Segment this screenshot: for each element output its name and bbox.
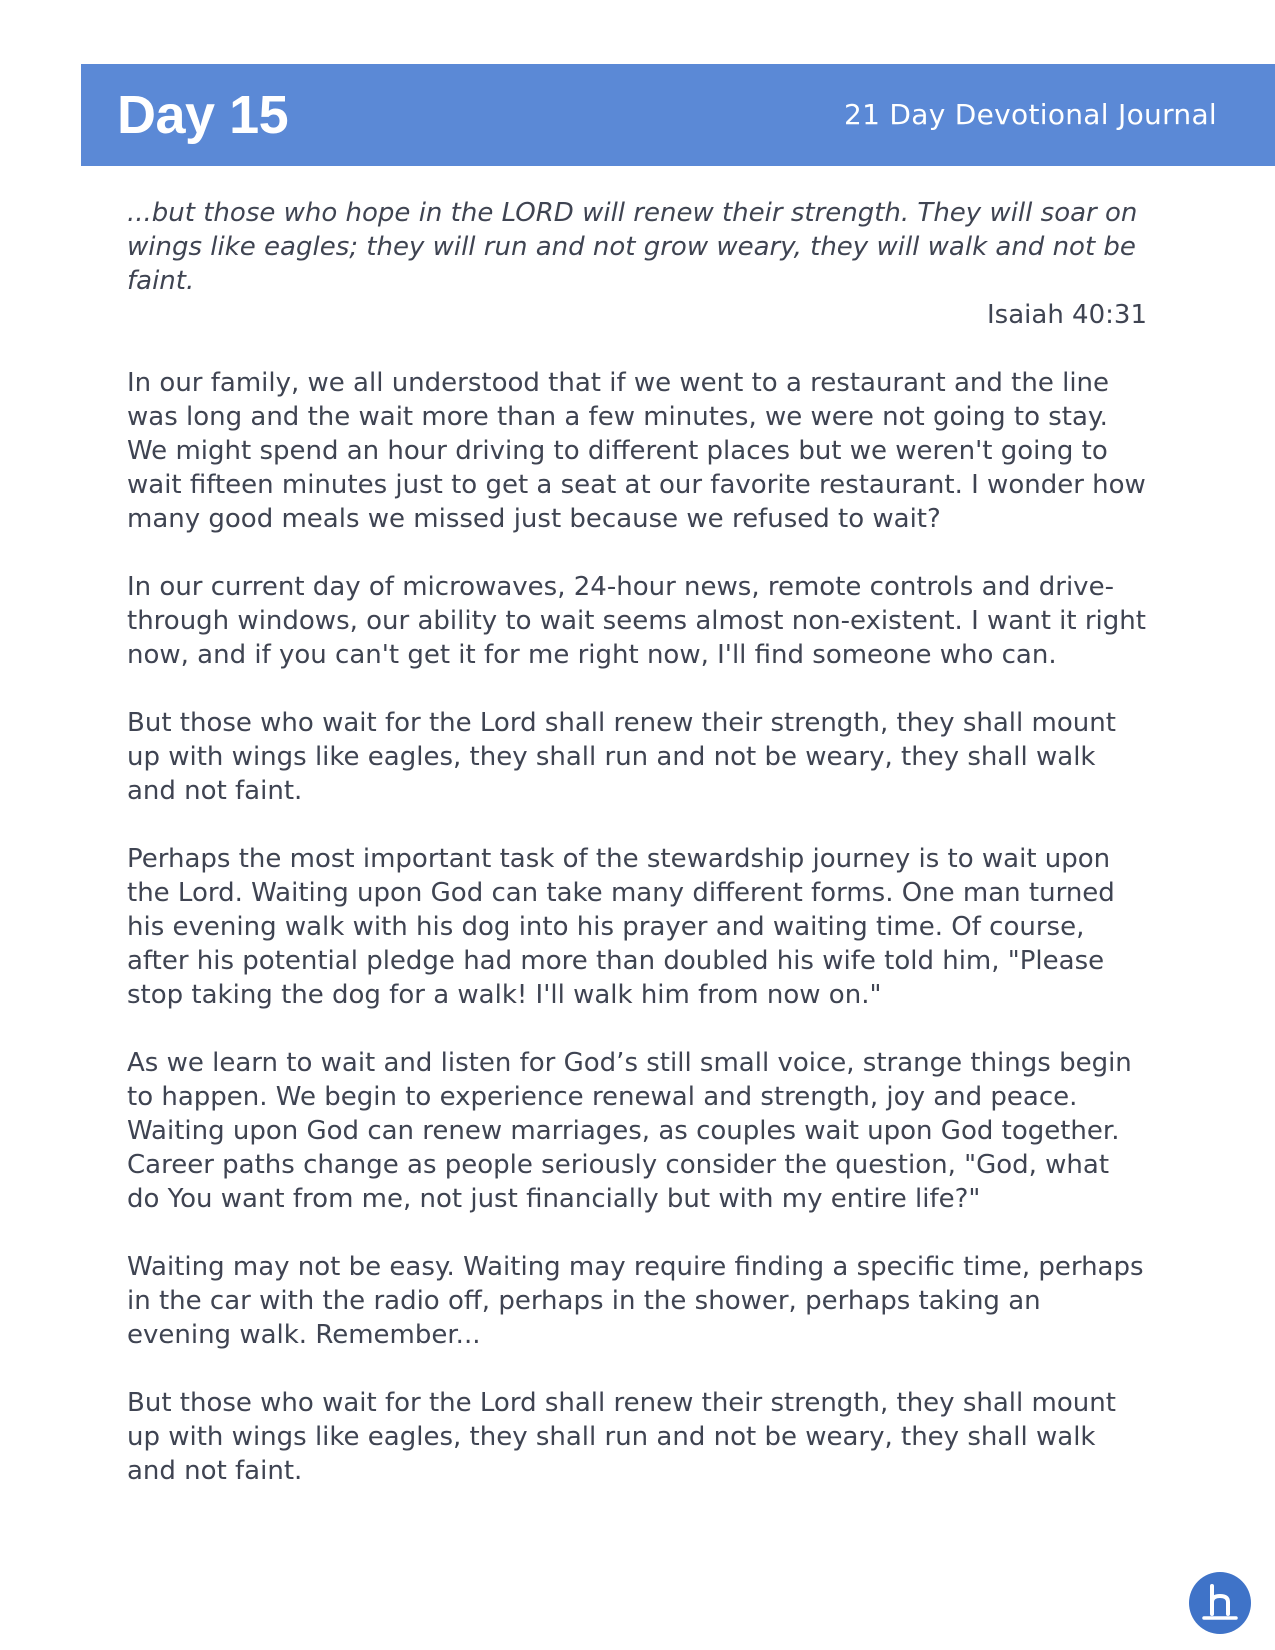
brand-h-logo-glyph — [1189, 1572, 1251, 1634]
devotional-content — [127, 196, 1147, 1522]
paragraph-verse-closing: But those who wait for the Lord shall renew their strength, they shall mount up with wings like eagles, they shall run and not be weary, they shall walk and not faint. — [127, 1388, 1116, 1486]
day-title: Day 15 — [117, 85, 289, 145]
journal-title: 21 Day Devotional Journal — [843, 98, 1217, 131]
paragraph-stewardship: Perhaps the most important task of the stewardship journey is to wait upon the Lord. Waiting upon God can take many different forms. One man turned his evening walk with his dog into his prayer and waiting time. Of course, after his potential pledge had more than doubled his wife told him, "Please stop taking the dog for a walk! I'll walk him from now on." — [127, 844, 1115, 1010]
paragraph-renewal: As we learn to wait and listen for God’s still small voice, strange things begin to happen. We begin to experience renewal and strength, joy and peace. Waiting upon God can renew marriages, as couples wait upon God together. Career paths change as people seriously consider the question, "God, what do You want from me, not just financially but with my entire life?" — [127, 1048, 1132, 1214]
brand-h-logo-icon — [1189, 1572, 1251, 1634]
scripture-reference: Isaiah 40:31 — [987, 300, 1147, 330]
scripture-quote: ...but those who hope in the LORD will renew their strength. They will soar on wings like eagles; they will run and not grow weary, they will walk and not be faint. — [127, 198, 1138, 296]
paragraph-waiting: Waiting may not be easy. Waiting may require finding a specific time, perhaps in the car with the radio off, perhaps in the shower, perhaps taking an evening walk. Remember... — [127, 1252, 1144, 1350]
paragraph-restaurant: In our family, we all understood that if we went to a restaurant and the line was long and the wait more than a few minutes, we were not going to stay. We might spend an hour driving to different places but we weren't going to wait fifteen minutes just to get a seat at our favorite restaurant. I wonder how many good meals we missed just because we refused to wait? — [127, 368, 1146, 534]
paragraph-verse-repeat: But those who wait for the Lord shall renew their strength, they shall mount up with wings like eagles, they shall run and not be weary, they shall walk and not faint. — [127, 708, 1116, 806]
page-header — [81, 64, 1275, 166]
paragraph-microwaves: In our current day of microwaves, 24-hour news, remote controls and drive-through windows, our ability to wait seems almost non-existent. I want it right now, and if you can't get it for me right now, I'll find someone who can. — [127, 572, 1146, 670]
